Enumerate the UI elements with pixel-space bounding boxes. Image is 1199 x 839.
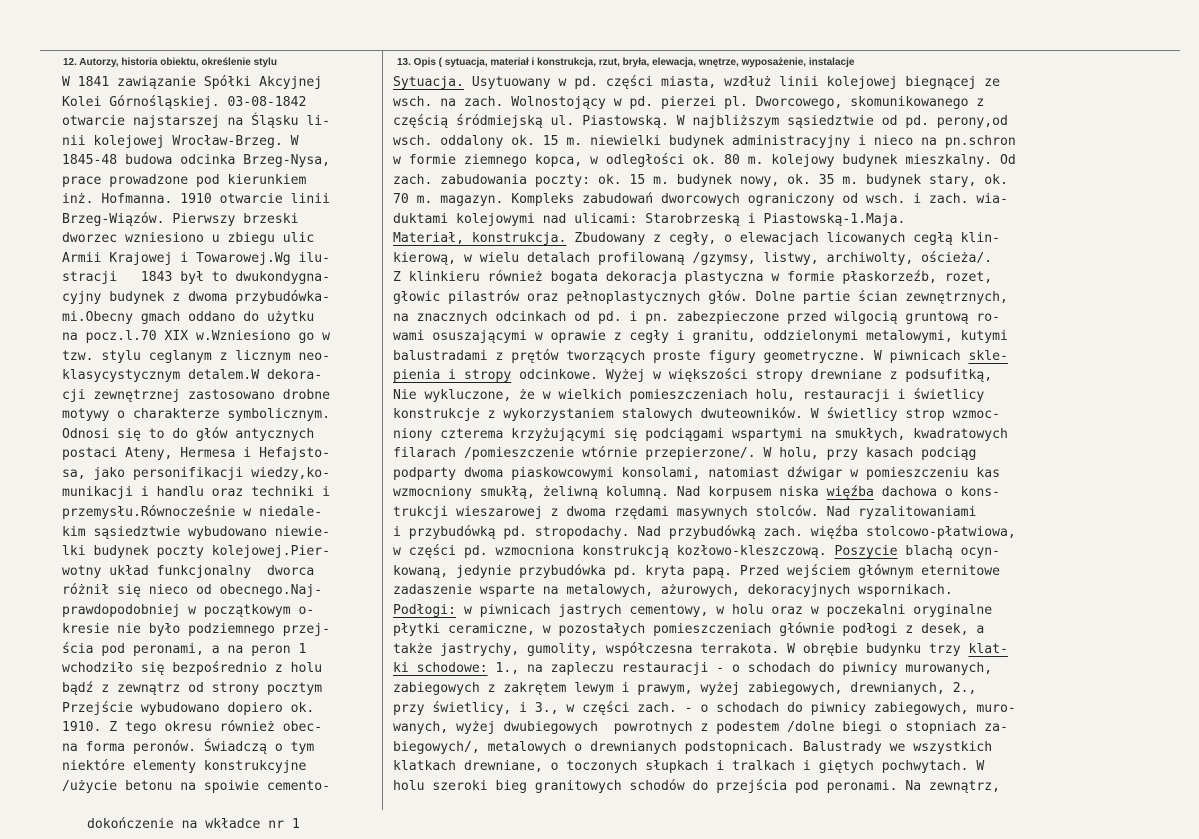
line-text: blachą ocyn- — [897, 544, 1001, 560]
line-text: Usytuowany w pd. części miasta, wzdłuż linii kolejowej biegnącej ze — [463, 75, 1001, 90]
text-line: tzw. stylu ceglanym z licznym neo- — [62, 348, 331, 364]
text-line — [393, 542, 1183, 562]
line-text: kowaną, jedynie przybudówka pd. kryta papą. Przed wejściem głównym eternitowe — [393, 563, 1000, 579]
text-line: nii kolejowej Wrocław-Brzeg. W — [62, 133, 299, 149]
text-line: mi.Obecny gmach oddano do użytku — [62, 309, 315, 325]
text-line: Kolei Górnośląskiej. 03-08-1842 — [62, 94, 307, 110]
line-text: biegowych/, metalowych o drewnianych podstopnicach. Balustrady we wszystkich — [393, 739, 993, 755]
text-line: sa, jako personifikacji wiedzy,ko- — [62, 465, 331, 481]
text-line: inż. Hofmanna. 1910 otwarcie linii — [62, 192, 331, 208]
text-line: /użycie betonu na spoiwie cemento- — [62, 778, 331, 794]
text-line: postaci Ateny, Hermesa i Hefajsto- — [62, 446, 331, 462]
text-line — [393, 112, 1183, 132]
line-text: wzmocniony smukłą, żeliwną kolumną. Nad korpusem niska — [393, 485, 827, 501]
text-line — [393, 601, 1183, 621]
text-line: kresie nie było podziemnego przej- — [62, 622, 331, 638]
text-line — [393, 171, 1183, 191]
text-line — [393, 659, 1183, 679]
text-line — [393, 288, 1183, 308]
text-line — [393, 620, 1183, 640]
line-text: zabiegowych z zakrętem lewym i prawym, wyżej zabiegowych, drewnianych, 2., — [393, 680, 977, 696]
line-text: Z klinkieru również bogata dekoracja plastyczna w formie płaskorzeźb, rozet, — [393, 270, 993, 286]
text-line: stracji 1843 był to dwukondygna- — [62, 270, 331, 286]
text-line: prace prowadzone pod kierunkiem — [62, 172, 307, 188]
description-text — [393, 73, 1183, 796]
line-text: holu szeroki bieg granitowych schodów do przejścia pod peronami. Na zewnątrz, — [393, 778, 1000, 794]
header-rule — [40, 50, 1180, 51]
text-line: niektóre elementy konstrukcyjne — [62, 759, 307, 775]
text-line: różnił się nieco od obecnego.Naj- — [62, 583, 323, 599]
text-line: Odnosi się to do głów antycznych — [62, 426, 315, 442]
text-line — [393, 503, 1183, 523]
text-line — [393, 738, 1183, 758]
section-heading: Poszycie — [834, 544, 898, 560]
line-text: w formie ziemnego kopca, w odległości ok. 80 m. kolejowy budynek mieszkalny. Od — [393, 153, 1016, 169]
text-line: przemysłu.Równocześnie w niedale- — [62, 505, 323, 521]
section-heading: skle- — [968, 348, 1008, 364]
line-text: niony czterema krzyżującymi się podciągami wspartymi na smukłych, kwadratowych — [393, 426, 1008, 442]
text-line — [393, 483, 1183, 503]
line-text: Nie wykluczone, że w wielkich pomieszczeniach holu, restauracji i świetlicy — [393, 387, 985, 403]
text-line — [393, 73, 1183, 93]
text-line: na pocz.l.70 XIX w.Wzniesiono go w — [62, 329, 331, 345]
text-line — [393, 425, 1183, 445]
line-text: częścią śródmiejską ul. Piastowską. W najbliższym sąsiedztwie od pd. perony,od — [393, 114, 1008, 130]
text-line — [393, 679, 1183, 699]
text-line — [393, 444, 1183, 464]
text-line — [393, 132, 1183, 152]
line-text: zadaszenie wsparte na metalowych, ażurowych, dekoracyjnych wspornikach. — [393, 583, 953, 599]
text-line — [393, 386, 1183, 406]
line-text: płytki ceramiczne, w pozostałych pomieszczeniach głównie podłogi z desek, a — [393, 622, 985, 638]
text-line: otwarcie najstarszej na Śląsku li- — [62, 114, 331, 130]
section-heading: ki schodowe: — [393, 661, 488, 677]
line-text: dachowa o kons- — [873, 485, 1001, 501]
line-text: także jastrychy, gumolity, współczesna terrakota. W obrębie budynku trzy — [393, 641, 969, 657]
text-line: klasycystycznym detalem.W dekora- — [62, 368, 323, 384]
text-line: 1845-48 budowa odcinka Brzeg-Nysa, — [62, 153, 331, 169]
text-line: Brzeg-Wiązów. Pierwszy brzeski — [62, 211, 299, 227]
line-text: trukcji wieszarowej z dwoma rzędami masywnych stolców. Nad ryzalitowaniami — [393, 505, 977, 521]
text-line — [393, 308, 1183, 328]
line-text: zach. zabudowania poczty: ok. 15 m. budynek nowy, ok. 35 m. budynek stary, ok. — [393, 172, 1008, 188]
text-line — [393, 268, 1183, 288]
section-heading: Sytuacja. — [393, 75, 464, 90]
section-heading: klat- — [968, 641, 1008, 657]
left-column-header: 12. Autorzy, historia obiektu, określenie stylu — [63, 57, 277, 68]
text-line — [393, 777, 1183, 797]
text-line — [393, 699, 1183, 719]
line-text: Zbudowany z cegły, o elewacjach licowanych cegłą klin- — [566, 231, 1001, 247]
text-line: kim sąsiedztwie wybudowano niewie- — [62, 524, 331, 540]
line-text: podparty dwoma piaskowcowymi konsolami, natomiast dźwigar w pomieszczeniu kas — [393, 465, 1000, 481]
text-line — [393, 327, 1183, 347]
text-line — [393, 562, 1183, 582]
line-text: 70 m. magazyn. Kompleks zabudowań dworcowych ograniczony od wsch. i zach. wia- — [393, 192, 1008, 208]
text-line — [393, 718, 1183, 738]
continuation-note: dokończenie na wkładce nr 1 — [87, 817, 300, 832]
line-text: duktami kolejowymi nad ulicami: Starobrzeską i Piastowską-1.Maja. — [393, 211, 906, 227]
text-line: ścia pod peronami, a na peron 1 — [62, 641, 307, 657]
text-line: cyjny budynek z dwoma przybudówka- — [62, 290, 331, 306]
text-line — [393, 249, 1183, 269]
text-line: Armii Krajowej i Towarowej.Wg ilu- — [62, 250, 331, 266]
text-line: lki budynek poczty kolejowej.Pier- — [62, 544, 331, 560]
text-line: W 1841 zawiązanie Spółki Akcyjnej — [62, 75, 323, 90]
line-text: konstrukcje z wykorzystaniem stalowych dwuteowników. W świetlicy strop wzmoc- — [393, 407, 1000, 423]
line-text: klatkach drewniane, o toczonych słupkach i tralkach i giętych pochwytach. W — [393, 759, 985, 775]
text-line: Przejście wybudowano dopiero ok. — [62, 700, 315, 716]
text-line — [393, 210, 1183, 230]
line-text: i przybudówką pd. stropodachy. Nad przybudówką zach. więźba stolcowo-płatwiowa, — [393, 524, 1016, 540]
text-line: cji zewnętrznej zastosowano drobne — [62, 387, 331, 403]
line-text: filarach /pomieszczenie wtórnie przepierzone/. W holu, przy kasach podciąg — [393, 446, 977, 462]
section-heading: więźba — [826, 485, 874, 501]
text-line — [393, 405, 1183, 425]
line-text: wami osuszającymi w oprawie z cegły i granitu, oddzielonymi metalowymi, kutymi — [393, 329, 1008, 345]
text-line — [393, 151, 1183, 171]
text-line: bądź z zewnątrz od strony pocztym — [62, 680, 323, 696]
text-line: munikacji i handlu oraz techniki i — [62, 485, 331, 501]
text-line — [393, 347, 1183, 367]
text-line: dworzec wzniesiono u zbiegu ulic — [62, 231, 315, 247]
right-column-header: 13. Opis ( sytuacja, materiał i konstrukcja, rzut, bryła, elewacja, wnętrze, wyposażenie, instalacje — [397, 57, 855, 68]
text-line — [393, 190, 1183, 210]
column-divider — [382, 50, 383, 810]
text-line — [393, 523, 1183, 543]
text-line — [393, 366, 1183, 386]
text-line: wchodziło się bezpośrednio z holu — [62, 661, 323, 677]
section-heading: Materiał, konstrukcja. — [393, 231, 567, 247]
text-line — [393, 581, 1183, 601]
history-text — [62, 73, 378, 796]
text-line — [393, 640, 1183, 660]
line-text: wsch. oddalony ok. 15 m. niewielki budynek administracyjny i nieco na pn.schron — [393, 133, 1016, 149]
line-text: kierową, w wielu detalach profilowaną /gzymsy, listwy, archiwolty, ościeża/. — [393, 250, 993, 266]
text-line: 1910. Z tego okresu również obec- — [62, 720, 323, 736]
line-text: 1., na zapleczu restauracji - o schodach do piwnicy murowanych, — [487, 661, 993, 677]
line-text: w części pd. wzmocniona konstrukcją kozłowo-kleszczową. — [393, 544, 835, 560]
line-text: na znacznych odcinkach od pd. i pn. zabezpieczone przed wilgocią gruntową ro- — [393, 309, 1000, 325]
text-line — [393, 93, 1183, 113]
line-text: odcinkowe. Wyżej w większości stropy drewniane z podsufitką, — [511, 368, 993, 384]
line-text: przy świetlicy, i 3., w części zach. - o schodach do piwnicy zabiegowych, muro- — [393, 700, 1016, 716]
text-line — [393, 757, 1183, 777]
text-line: na forma peronów. Świadczą o tym — [62, 739, 315, 755]
text-line: wotny układ funkcjonalny dworca — [62, 563, 315, 579]
line-text: balustradami z prętów tworzących proste figury geometryczne. W piwnicach — [393, 348, 969, 364]
text-line: motywy o charakterze symbolicznym. — [62, 407, 331, 423]
text-line: prawdopodobniej w początkowym o- — [62, 602, 315, 618]
text-line — [393, 464, 1183, 484]
section-heading: Podłogi: — [393, 602, 457, 618]
text-line — [393, 229, 1183, 249]
line-text: głowic pilastrów oraz pełnoplastycznych głów. Dolne partie ścian zewnętrznych, — [393, 290, 1008, 306]
line-text: w piwnicach jastrych cementowy, w holu oraz w poczekalni oryginalne — [456, 602, 993, 618]
line-text: wanych, wyżej dwubiegowych powrotnych z podestem /dolne biegi o stopniach za- — [393, 720, 1008, 736]
line-text: wsch. na zach. Wolnostojący w pd. pierzei pl. Dworcowego, skomunikowanego z — [393, 94, 985, 110]
section-heading: pienia i stropy — [393, 368, 512, 384]
